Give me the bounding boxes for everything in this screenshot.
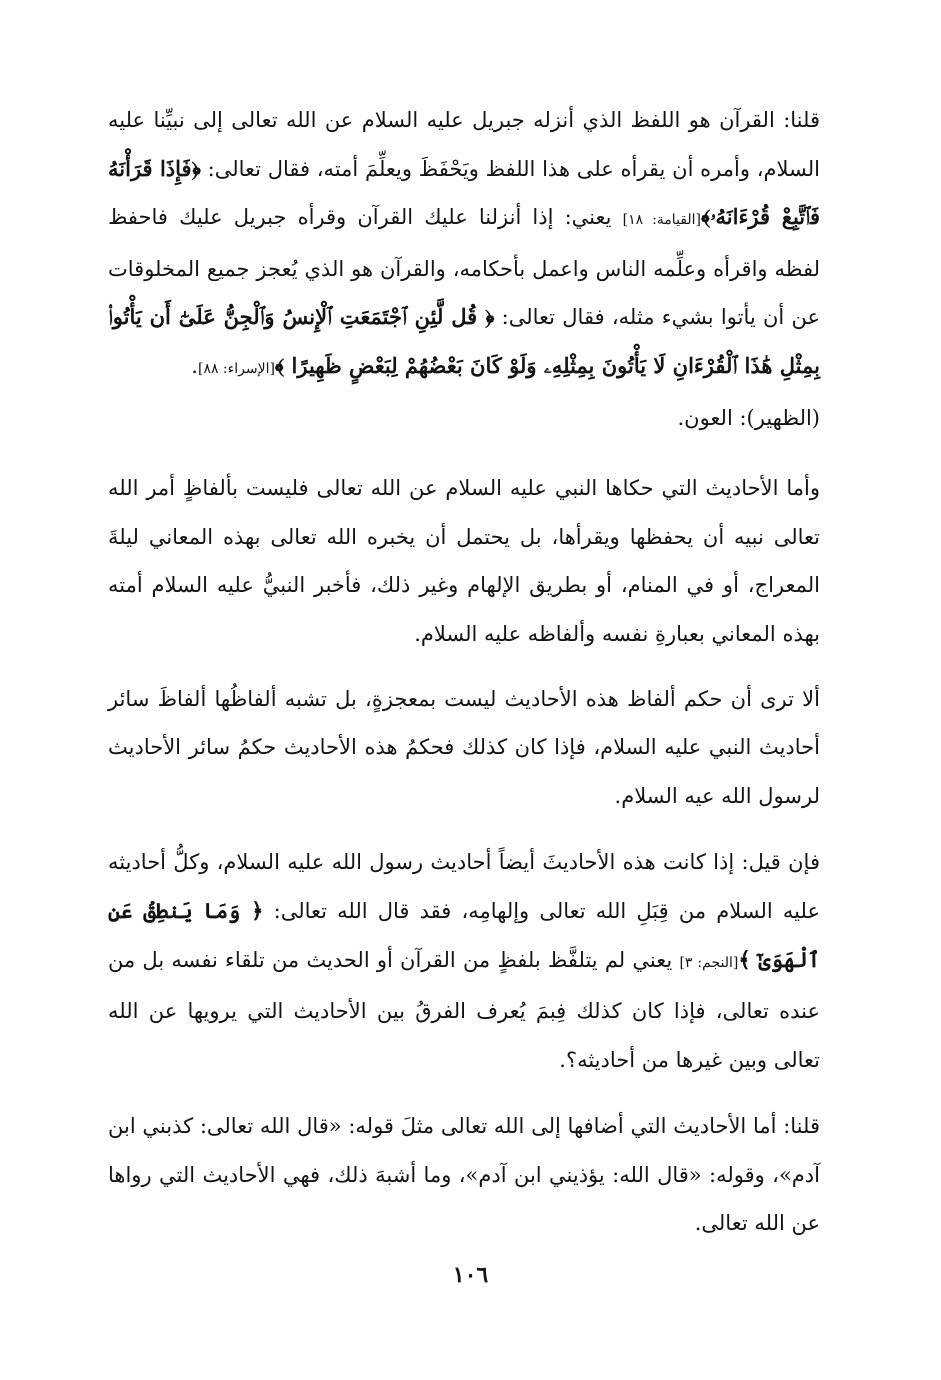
quran-verse: ﴿ قُل لَّئِنِ ٱجْتَمَعَتِ ٱلْإِنسُ وَٱلْجِنُّ عَلَىٰٓ أَن يَأْتُوا۟ بِمِثْلِ هَٰذَا ٱلْقُرْءَانِ لَا يَأْتُونَ بِمِثْلِهِۦ وَلَوْ كَانَ بَعْضُهُمْ لِبَعْضٍ ظَهِيرًا ﴾ [108, 304, 820, 378]
text-segment: يعني لم يتلفَّظ بلفظٍ من القرآن أو الحديث من تلقاء نفسه بل من عنده تعالى، فإذا كان كذلك فِبمَ يُعرف الفرقُ بين الأحاديث التي يرويها عن الله تعالى وبين غيرها من أحاديثه؟. [108, 947, 820, 1072]
text-segment: فإن قيل: إذا كانت هذه الأحاديثَ أيضاً أحاديث رسول الله عليه السلام، وكلُّ أحاديثه عليه السلام من قِبَلِ الله تعالى وإلهامِه، فقد قال الله تعالى: [108, 850, 820, 923]
page-number: ١٠٦ [452, 1262, 489, 1288]
paragraph-note: (الظهير): العون. [677, 405, 820, 430]
verse-citation: [النجم: ٣] [679, 954, 739, 971]
paragraph-3: ألا ترى أن حكم ألفاظ هذه الأحاديث ليست بمعجزةٍ، بل تشبه ألفاظُها ألفاظَ سائر أحاديث النبي عليه السلام، فإذا كان كذلك فحكمُ هذه الأحاديث حكمُ سائر الأحاديث لرسول الله عيه السلام. [108, 686, 820, 808]
paragraph-1 [108, 96, 820, 394]
text-segment: . [191, 353, 198, 378]
main-text [108, 96, 820, 1248]
quran-verse: ﴿ وَمَا يَنطِقُ عَنِ ٱلْهَوَىٰٓ ﴾ [108, 897, 820, 972]
paragraph-4 [108, 838, 820, 1084]
verse-citation: [القيامة: ١٨] [622, 212, 701, 229]
paragraph-2: وأما الأحاديث التي حكاها النبي عليه السلام عن الله تعالى فليست بألفاظٍ أمر الله تعالى نبيه أن يحفظها ويقرأها، بل يحتمل أن يخبره الله تعالى بهذه المعاني ليلةَ المعراج، أو في المنام، أو بطريق الإلهام وغير ذلك، فأخبر النبيُّ عليه السلام أمته بهذه المعاني بعبارةِ نفسه وألفاظه عليه السلام. [108, 476, 820, 646]
verse-citation: [الإسراء: ٨٨] [197, 360, 275, 377]
text-segment: يعني: إذا أنزلنا عليك القرآن وقرأه جبريل عليك فاحفظ لفظه واقرأه وعلِّمه الناس واعمل بأحكامه، والقرآن هو الذي يُعجز جميع المخلوقات عن أن يأتوا بشيء مثله، فقال تعالى: [108, 205, 820, 330]
text-segment: قلنا: القرآن هو اللفظ الذي أنزله جبريل عليه السلام عن الله تعالى إلى نبيِّنا عليه السلام، وأمره أن يقرأه على هذا اللفظ ويَحْفَظَ ويعلِّمَ أمته، فقال تعالى: [108, 108, 820, 181]
quran-verse: ﴿فَإِذَا قَرَأْنَهُ فَٱتَّبِعْ قُرْءَانَهُۥ﴾ [108, 155, 820, 230]
paragraph-5: قلنا: أما الأحاديث التي أضافها إلى الله تعالى مثلَ قوله: «قال الله تعالى: كذبني ابن آدم»، وقوله: «قال الله: يؤذيني ابن آدم»، وما أشبهَ ذلك، فهي الأحاديث التي رواها عن الله تعالى. [108, 1114, 820, 1236]
